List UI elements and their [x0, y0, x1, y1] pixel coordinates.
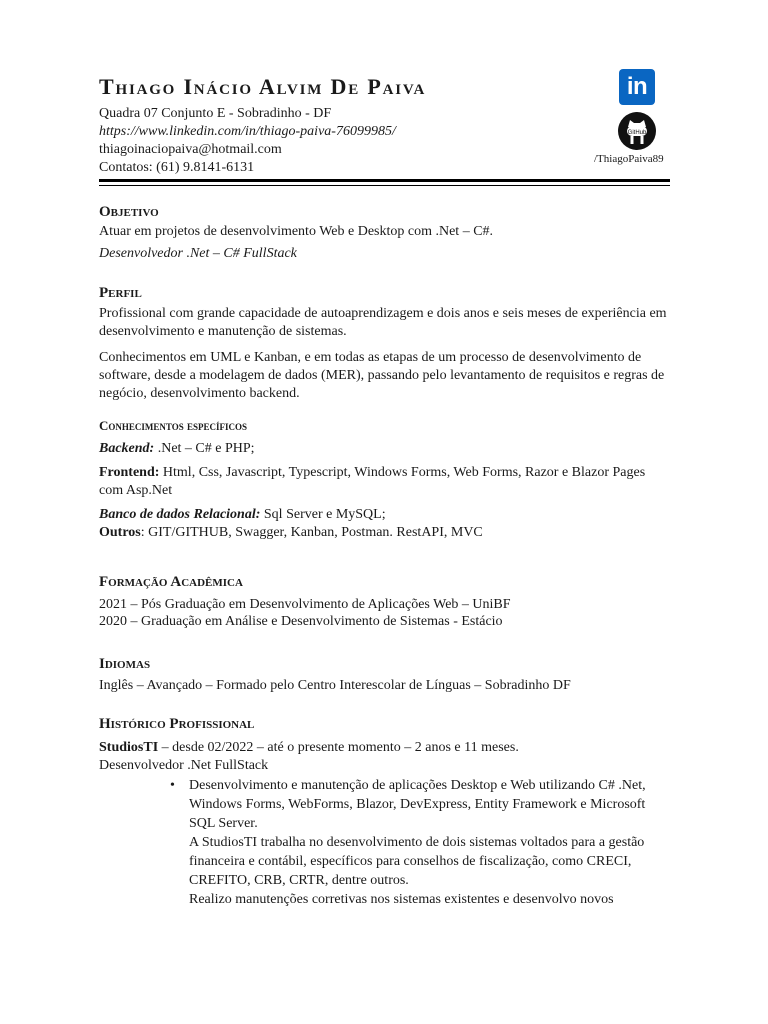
- skill-backend-value: .Net – C# e PHP;: [154, 441, 255, 456]
- bullet-marker: •: [170, 778, 175, 793]
- candidate-name: Thiago Inácio Alvim De Paiva: [99, 74, 427, 99]
- email-link[interactable]: thiagoinaciopaiva@hotmail.com: [99, 142, 282, 157]
- objetivo-text: Atuar em projetos de desenvolvimento Web e Desktop com .Net – C#.: [99, 224, 494, 239]
- skill-outros: [99, 524, 671, 542]
- objetivo-role: Desenvolvedor .Net – C# FullStack: [99, 246, 297, 261]
- linkedin-icon[interactable]: [619, 69, 655, 105]
- skill-database: [99, 506, 671, 524]
- formacao-item: 2020 – Graduação em Análise e Desenvolvimento de Sistemas - Estácio: [99, 614, 503, 629]
- linkedin-link[interactable]: https://www.linkedin.com/in/thiago-paiva-76099985/: [99, 124, 396, 139]
- github-icon[interactable]: [617, 111, 657, 151]
- job-role: Desenvolvedor .Net FullStack: [99, 758, 269, 773]
- job-bullet-3: Realizo manutenções corretivas nos sistemas existentes e desenvolvo novos: [189, 892, 614, 907]
- section-title-objetivo: Objetivo: [99, 204, 159, 220]
- section-title-historico: Histórico Profissional: [99, 716, 255, 732]
- linkedin-logo-text: in: [626, 73, 648, 100]
- skill-database-label: Banco de dados Relacional:: [99, 507, 261, 522]
- skill-frontend-value: Html, Css, Javascript, Typescript, Windows Forms, Web Forms, Razor e Blazor Pages com Asp.Net: [99, 465, 646, 498]
- skill-outros-label: Outros: [99, 525, 141, 540]
- address: Quadra 07 Conjunto E - Sobradinho - DF: [99, 106, 332, 121]
- job-company: StudiosTI: [99, 740, 159, 755]
- skill-outros-value: : GIT/GITHUB, Swagger, Kanban, Postman. RestAPI, MVC: [140, 525, 483, 540]
- header-rule-thin: [99, 185, 670, 186]
- section-title-conhecimentos: Conhecimentos específicos: [99, 418, 248, 433]
- job-period: – desde 02/2022 – até o presente momento – 2 anos e 11 meses.: [158, 740, 519, 755]
- skill-frontend: [99, 464, 671, 500]
- skill-database-value: Sql Server e MySQL;: [260, 507, 386, 522]
- github-handle[interactable]: /ThiagoPaiva89: [594, 153, 664, 165]
- skill-backend: [99, 440, 671, 458]
- job-bullet-content: [189, 776, 671, 909]
- github-logo-text: GitHub: [627, 130, 647, 136]
- section-title-perfil: Perfil: [99, 285, 142, 301]
- phone: Contatos: (61) 9.8141-6131: [99, 160, 255, 175]
- perfil-paragraph-2: Conhecimentos em UML e Kanban, e em todas as etapas de um processo de desenvolvimento de software, desde a modelagem de dados (MER), passando pelo levantamento de requisitos e regras de negócio, desenvolvimento backend.: [99, 350, 665, 401]
- job-bullet-1: Desenvolvimento e manutenção de aplicações Desktop e Web utilizando C# .Net, Windows Forms, WebForms, Blazor, DevExpress, Entity Framework e Microsoft SQL Server.: [189, 778, 646, 831]
- skill-frontend-label: Frontend:: [99, 465, 160, 480]
- formacao-item: 2021 – Pós Graduação em Desenvolvimento de Aplicações Web – UniBF: [99, 597, 511, 612]
- perfil-paragraph-1: Profissional com grande capacidade de autoaprendizagem e dois anos e seis meses de experiência em desenvolvimento e manutenção de sistemas.: [99, 306, 667, 339]
- section-title-formacao: Formação Acadêmica: [99, 574, 243, 590]
- skill-backend-label: Backend:: [99, 441, 155, 456]
- job-header: [99, 739, 671, 757]
- job-bullet-2: A StudiosTI trabalha no desenvolvimento de dois sistemas voltados para a gestão financeira e contábil, específicos para conselhos de fiscalização, como CRECI, CREFITO, CRB, CRTR, dentre outros.: [189, 835, 645, 888]
- idiomas-text: Inglês – Avançado – Formado pelo Centro Interescolar de Línguas – Sobradinho DF: [99, 678, 571, 693]
- contact-block: [99, 105, 396, 177]
- section-title-idiomas: Idiomas: [99, 656, 151, 672]
- header-rule-thick: [99, 179, 670, 182]
